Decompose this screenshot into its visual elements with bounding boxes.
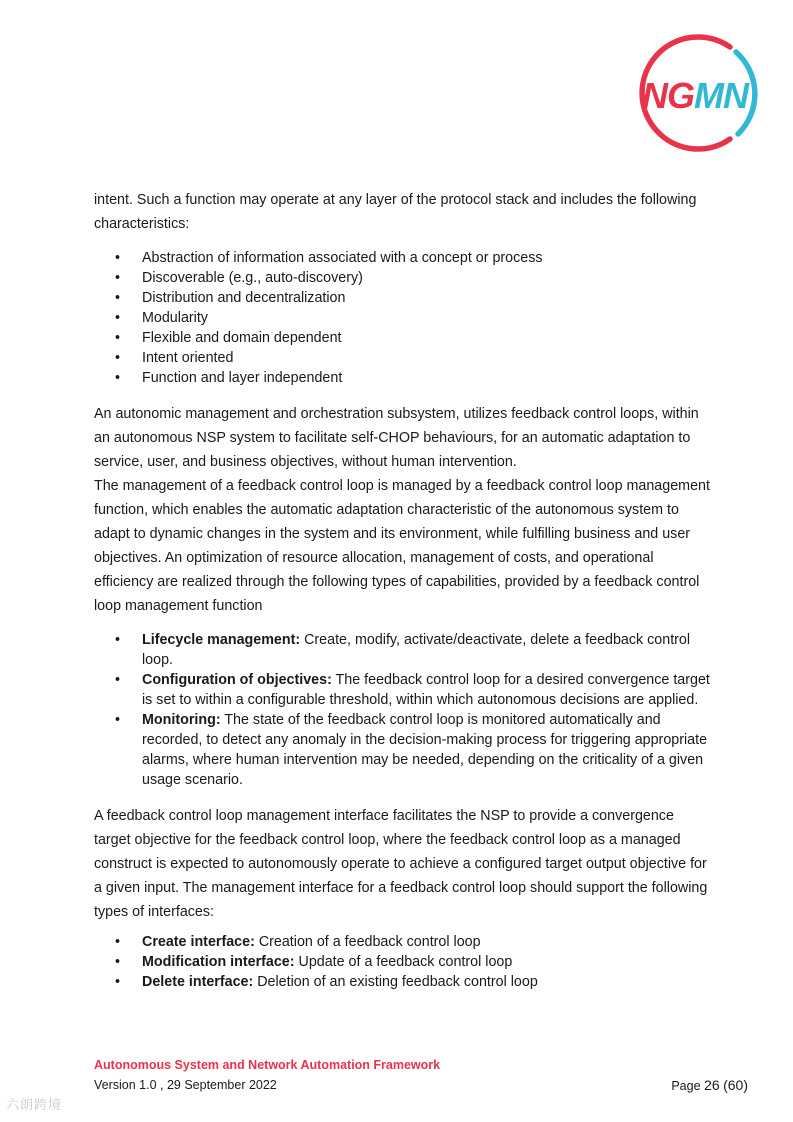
- list-item: • Configuration of objectives: The feedback control loop for a desired convergence target is set to within a configurable threshold, within which autonomous decisions are applied.: [115, 672, 710, 708]
- list-item: • Create interface: Creation of a feedback control loop: [115, 934, 481, 950]
- list-item: • Lifecycle management: Create, modify, activate/deactivate, delete a feedback control loop.: [115, 632, 691, 668]
- list-item: • Distribution and decentralization: [115, 290, 346, 306]
- svg-text:NGMN: NGMN: [642, 75, 748, 116]
- list-item: • Intent oriented: [115, 350, 234, 366]
- list-item: • Modularity: [115, 310, 208, 326]
- list-item: • Modification interface: Update of a feedback control loop: [115, 954, 513, 970]
- list-item: • Function and layer independent: [115, 370, 343, 386]
- list-item: • Delete interface: Deletion of an existing feedback control loop: [115, 974, 538, 990]
- page-content: [94, 188, 714, 992]
- interface-paragraph: A feedback control loop management interface facilitates the NSP to provide a convergence target objective for the feedback control loop, where the feedback control loop as a managed construct is expected to autonomously operate to achieve a configured target output objective for a given input. The management interface for a feedback control loop should support the following types of interfaces:: [94, 808, 708, 920]
- watermark: 六朗跨境: [6, 1097, 63, 1112]
- characteristics-list: [94, 248, 714, 388]
- list-item: • Monitoring: The state of the feedback control loop is monitored automatically and recorded, to detect any anomaly in the decision-making process for triggering appropriate alarms, where human intervention may be needed, depending on the criticality of a given usage scenario.: [115, 712, 708, 788]
- capabilities-list: [94, 630, 714, 790]
- intro-paragraph: intent. Such a function may operate at any layer of the protocol stack and includes the following characteristics:: [94, 192, 697, 232]
- page-number: Page 26 (60): [671, 1077, 748, 1093]
- management-paragraph: The management of a feedback control loop is managed by a feedback control loop management function, which enables the automatic adaptation characteristic of the autonomous system to adapt to dynamic changes in the system and its environment, while fulfilling business and user objectives. An optimization of resource allocation, management of costs, and operational efficiency are realized through the following types of capabilities, provided by a feedback control loop management function: [94, 478, 710, 614]
- list-item: • Abstraction of information associated with a concept or process: [115, 250, 543, 266]
- ngmn-logo: [634, 30, 760, 156]
- interfaces-list: [94, 932, 714, 992]
- list-item: • Flexible and domain dependent: [115, 330, 342, 346]
- footer-version: Version 1.0 , 29 September 2022: [94, 1078, 277, 1092]
- footer-title: Autonomous System and Network Automation Framework: [94, 1058, 441, 1072]
- list-item: • Discoverable (e.g., auto-discovery): [115, 270, 363, 286]
- subsystem-paragraph: An autonomic management and orchestration subsystem, utilizes feedback control loops, within an autonomous NSP system to facilitate self-CHOP behaviours, for an automatic adaptation to service, user, and business objectives, without human intervention.: [94, 406, 699, 470]
